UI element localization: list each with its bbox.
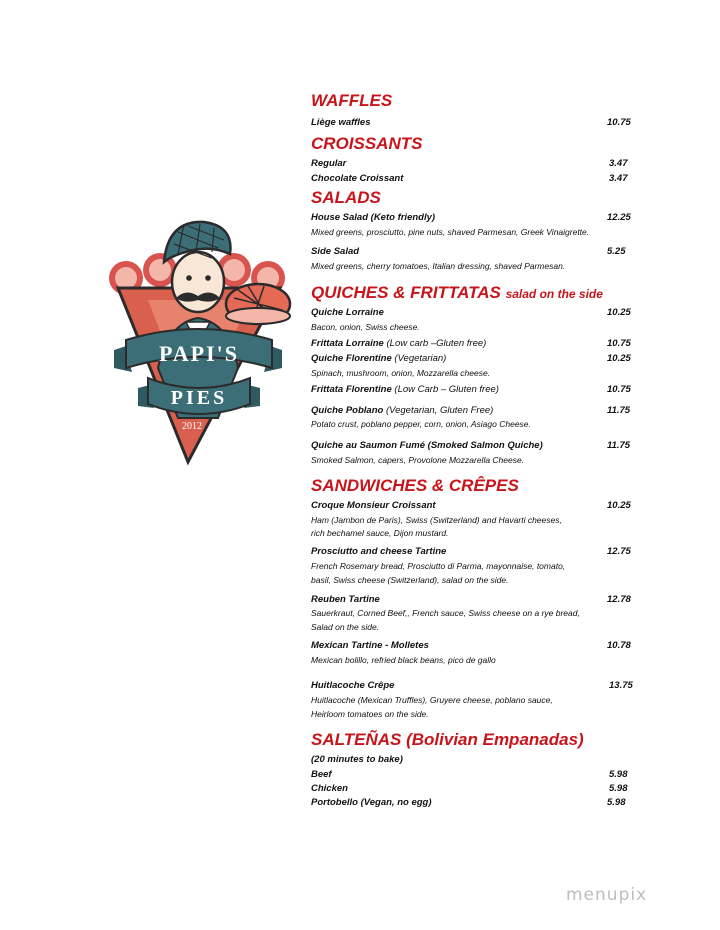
item-price: 12.78 [607,594,631,605]
menu-item: Quiche Florentine (Vegetarian) [311,353,447,364]
item-description: Mixed greens, cherry tomatoes, Italian dressing, shaved Parmesan. [311,261,566,271]
menu-item: Chocolate Croissant [311,173,404,184]
item-price: 3.47 [609,158,628,169]
section-title-sandwiches: SANDWICHES & CRÊPES [311,476,519,495]
item-price: 5.98 [607,797,626,808]
item-price: 10.75 [607,117,631,128]
banner-top [114,329,282,372]
item-price: 10.25 [607,500,631,511]
item-price: 10.78 [607,640,631,651]
item-description: Mixed greens, prosciutto, pine nuts, shaved Parmesan, Greek Vinaigrette. [311,227,590,237]
item-description: French Rosemary bread, Prosciutto di Parma, mayonnaise, tomato, [311,561,566,571]
section-note: (20 minutes to bake) [311,754,403,765]
menu-item: Quiche au Saumon Fumé (Smoked Salmon Quiche) [311,440,543,451]
item-description: Salad on the side. [311,622,380,632]
logo-line1: PAPI'S [158,341,240,366]
item-description: Potato crust, poblano pepper, corn, onion, Asiago Cheese. [311,419,531,429]
item-price: 10.25 [607,353,631,364]
item-price: 10.75 [607,384,631,395]
menu-item: Liège waffles [311,117,371,128]
menu-item: Portobello (Vegan, no egg) [311,797,432,808]
section-title-waffles: WAFFLES [311,91,393,110]
item-price: 3.47 [609,173,628,184]
watermark: menupix [566,885,648,905]
item-description: rich bechamel sauce, Dijon mustard. [311,528,449,538]
papis-pies-logo [108,218,300,466]
section-title-croissants: CROISSANTS [311,134,423,153]
menu-item: Reuben Tartine [311,594,380,605]
item-price: 10.25 [607,307,631,318]
logo-line2: PIES [170,387,228,409]
item-price: 5.25 [607,246,626,257]
item-description: basil, Swiss cheese (Switzerland), salad on the side. [311,575,509,585]
menu-item: Huitlacoche Crêpe [311,680,395,691]
section-title-salads: SALADS [311,188,381,207]
menu-item: Side Salad [311,246,360,257]
item-price: 5.98 [609,783,628,794]
menu-item: Prosciutto and cheese Tartine [311,546,447,557]
menu-item: Beef [311,769,332,780]
item-description: Spinach, mushroom, onion, Mozzarella cheese. [311,368,491,378]
item-description: Sauerkraut, Corned Beef,, French sauce, Swiss cheese on a rye bread, [311,608,580,618]
section-subtitle: salad on the side [505,287,603,301]
item-price: 11.75 [607,440,631,451]
item-description: Mexican bolillo, refried black beans, pico de gallo [311,655,496,665]
menu-item: Mexican Tartine - Molletes [311,640,429,651]
item-price: 13.75 [609,680,633,691]
item-price: 5.98 [609,769,628,780]
menu-item: House Salad (Keto friendly) [311,212,436,223]
menu-item: Regular [311,158,347,169]
item-description: Smoked Salmon, capers, Provolone Mozzarella Cheese. [311,455,525,465]
menu-item: Chicken [311,783,348,794]
menu-item: Quiche Lorraine [311,307,384,318]
menu-item: Quiche Poblano (Vegetarian, Gluten Free) [311,405,494,416]
item-description: Huitlacoche (Mexican Truffles), Gruyere cheese, poblano sauce, [311,695,553,705]
item-description: Ham (Jambon de Paris), Swiss (Switzerland) and Havarti cheeses, [311,515,562,525]
logo-year: 2012 [182,421,202,432]
item-description: Bacon, onion, Swiss cheese. [311,322,420,332]
menu-item: Frittata Florentine (Low Carb – Gluten free) [311,384,499,395]
menu-item: Croque Monsieur Croissant [311,500,436,511]
section-title-quiches: QUICHES & FRITTATAS salad on the side [311,283,603,302]
item-price: 10.75 [607,338,631,349]
chef-face [172,252,224,312]
menu-item: Frittata Lorraine (Low carb –Gluten free) [311,338,487,349]
item-price: 12.75 [607,546,631,557]
item-price: 12.25 [607,212,631,223]
item-description: Heirloom tomatoes on the side. [311,709,429,719]
item-price: 11.75 [607,405,631,416]
section-title-saltenas: SALTEÑAS (Bolivian Empanadas) [311,730,584,749]
pie-icon [226,284,290,324]
